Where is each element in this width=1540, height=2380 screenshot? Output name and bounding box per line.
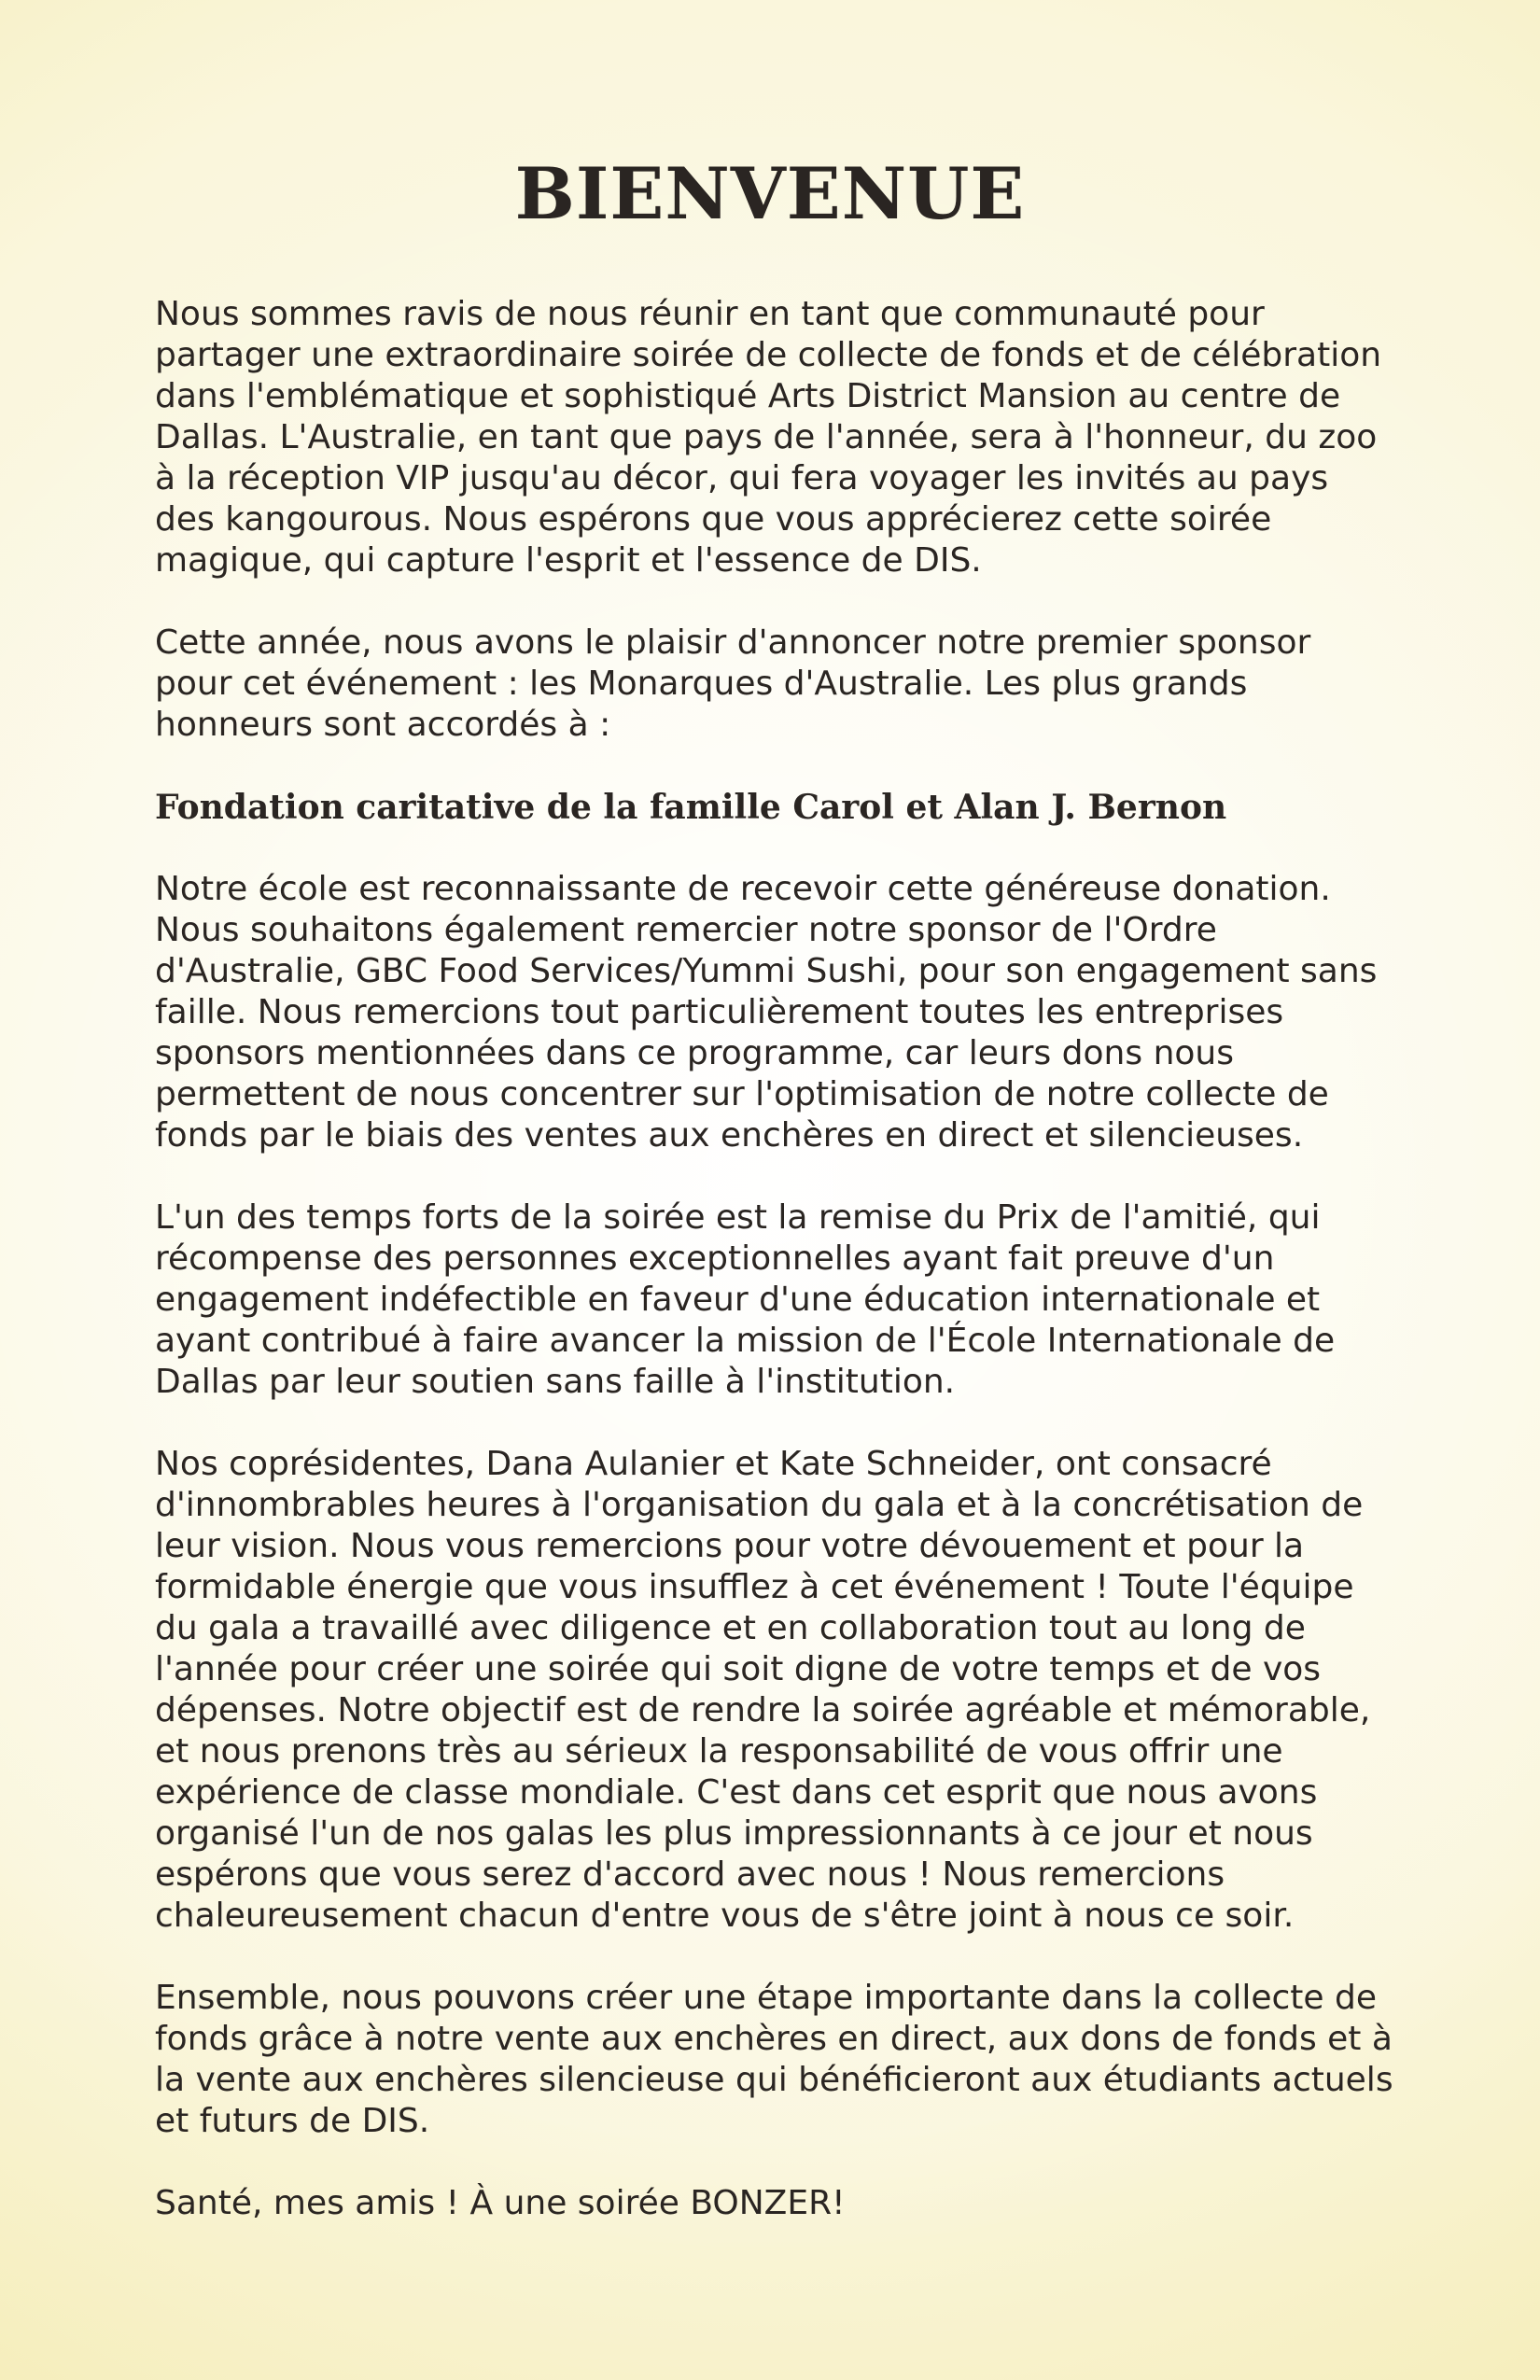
- thanks-paragraph: Notre école est reconnaissante de recevoir cette généreuse donation. Nous souhaitons également remercier notre sponsor de l'Ordre d'Australie, GBC Food Services/Yummi Sushi, pour son engagement sans faille. Nous remercions tout particulièrement toutes les entreprises sponsors mentionnées dans ce programme, car leurs dons nous permettent de nous concentrer sur l'optimisation de notre collecte de fonds par le biais des ventes aux enchères en direct et silencieuses.: [155, 870, 1378, 1155]
- closing-line: Santé, mes amis ! À une soirée BONZER!: [155, 2184, 846, 2222]
- page-title: BIENVENUE: [514, 152, 1026, 235]
- intro-paragraph: Nous sommes ravis de nous réunir en tant que communauté pour partager une extraordinaire soirée de collecte de fonds et de célébration dans l'emblématique et sophistiqué Arts District Mansion au centre de Dallas. L'Australie, en tant que pays de l'année, sera à l'honneur, du zoo à la réception VIP jusqu'au décor, qui fera voyager les invités au pays des kangourous. Nous espérons que vous apprécierez cette soirée magique, qui capture l'esprit et l'essence de DIS.: [155, 295, 1382, 580]
- friendship-award-paragraph: L'un des temps forts de la soirée est la remise du Prix de l'amitié, qui récompense des personnes exceptionnelles ayant fait preuve d'un engagement indéfectible en faveur d'une éducation internationale et ayant contribué à faire avancer la mission de l'École Internationale de Dallas par leur soutien sans faille à l'institution.: [155, 1198, 1336, 1401]
- letter-body: [155, 294, 1396, 2265]
- cochairs-paragraph: Nos coprésidentes, Dana Aulanier et Kate Schneider, ont consacré d'innombrables heures à l'organisation du gala et à la concrétisation de leur vision. Nous vous remercions pour votre dévouement et pour la formidable énergie que vous insufflez à cet événement ! Toute l'équipe du gala a travaillé avec diligence et en collaboration tout au long de l'année pour créer une soirée qui soit digne de votre temps et de vos dépenses. Notre objectif est de rendre la soirée agréable et mémorable, et nous prenons très au sérieux la responsabilité de vous offrir une expérience de classe mondiale. C'est dans cet esprit que nous avons organisé l'un de nos galas les plus impressionnants à ce jour et nous espérons que vous serez d'accord avec nous ! Nous remercions chaleureusement chacun d'entre vous de s'être joint à nous ce soir.: [155, 1445, 1371, 1935]
- sponsor-announcement-paragraph: Cette année, nous avons le plaisir d'annoncer notre premier sponsor pour cet événement : les Monarques d'Australie. Les plus grands honneurs sont accordés à :: [155, 623, 1311, 744]
- together-paragraph: Ensemble, nous pouvons créer une étape importante dans la collecte de fonds grâce à notre vente aux enchères en direct, aux dons de fonds et à la vente aux enchères silencieuse qui bénéficieront aux étudiants actuels et futurs de DIS.: [155, 1979, 1393, 2140]
- foundation-name: Fondation caritative de la famille Carol et Alan J. Bernon: [155, 788, 1227, 827]
